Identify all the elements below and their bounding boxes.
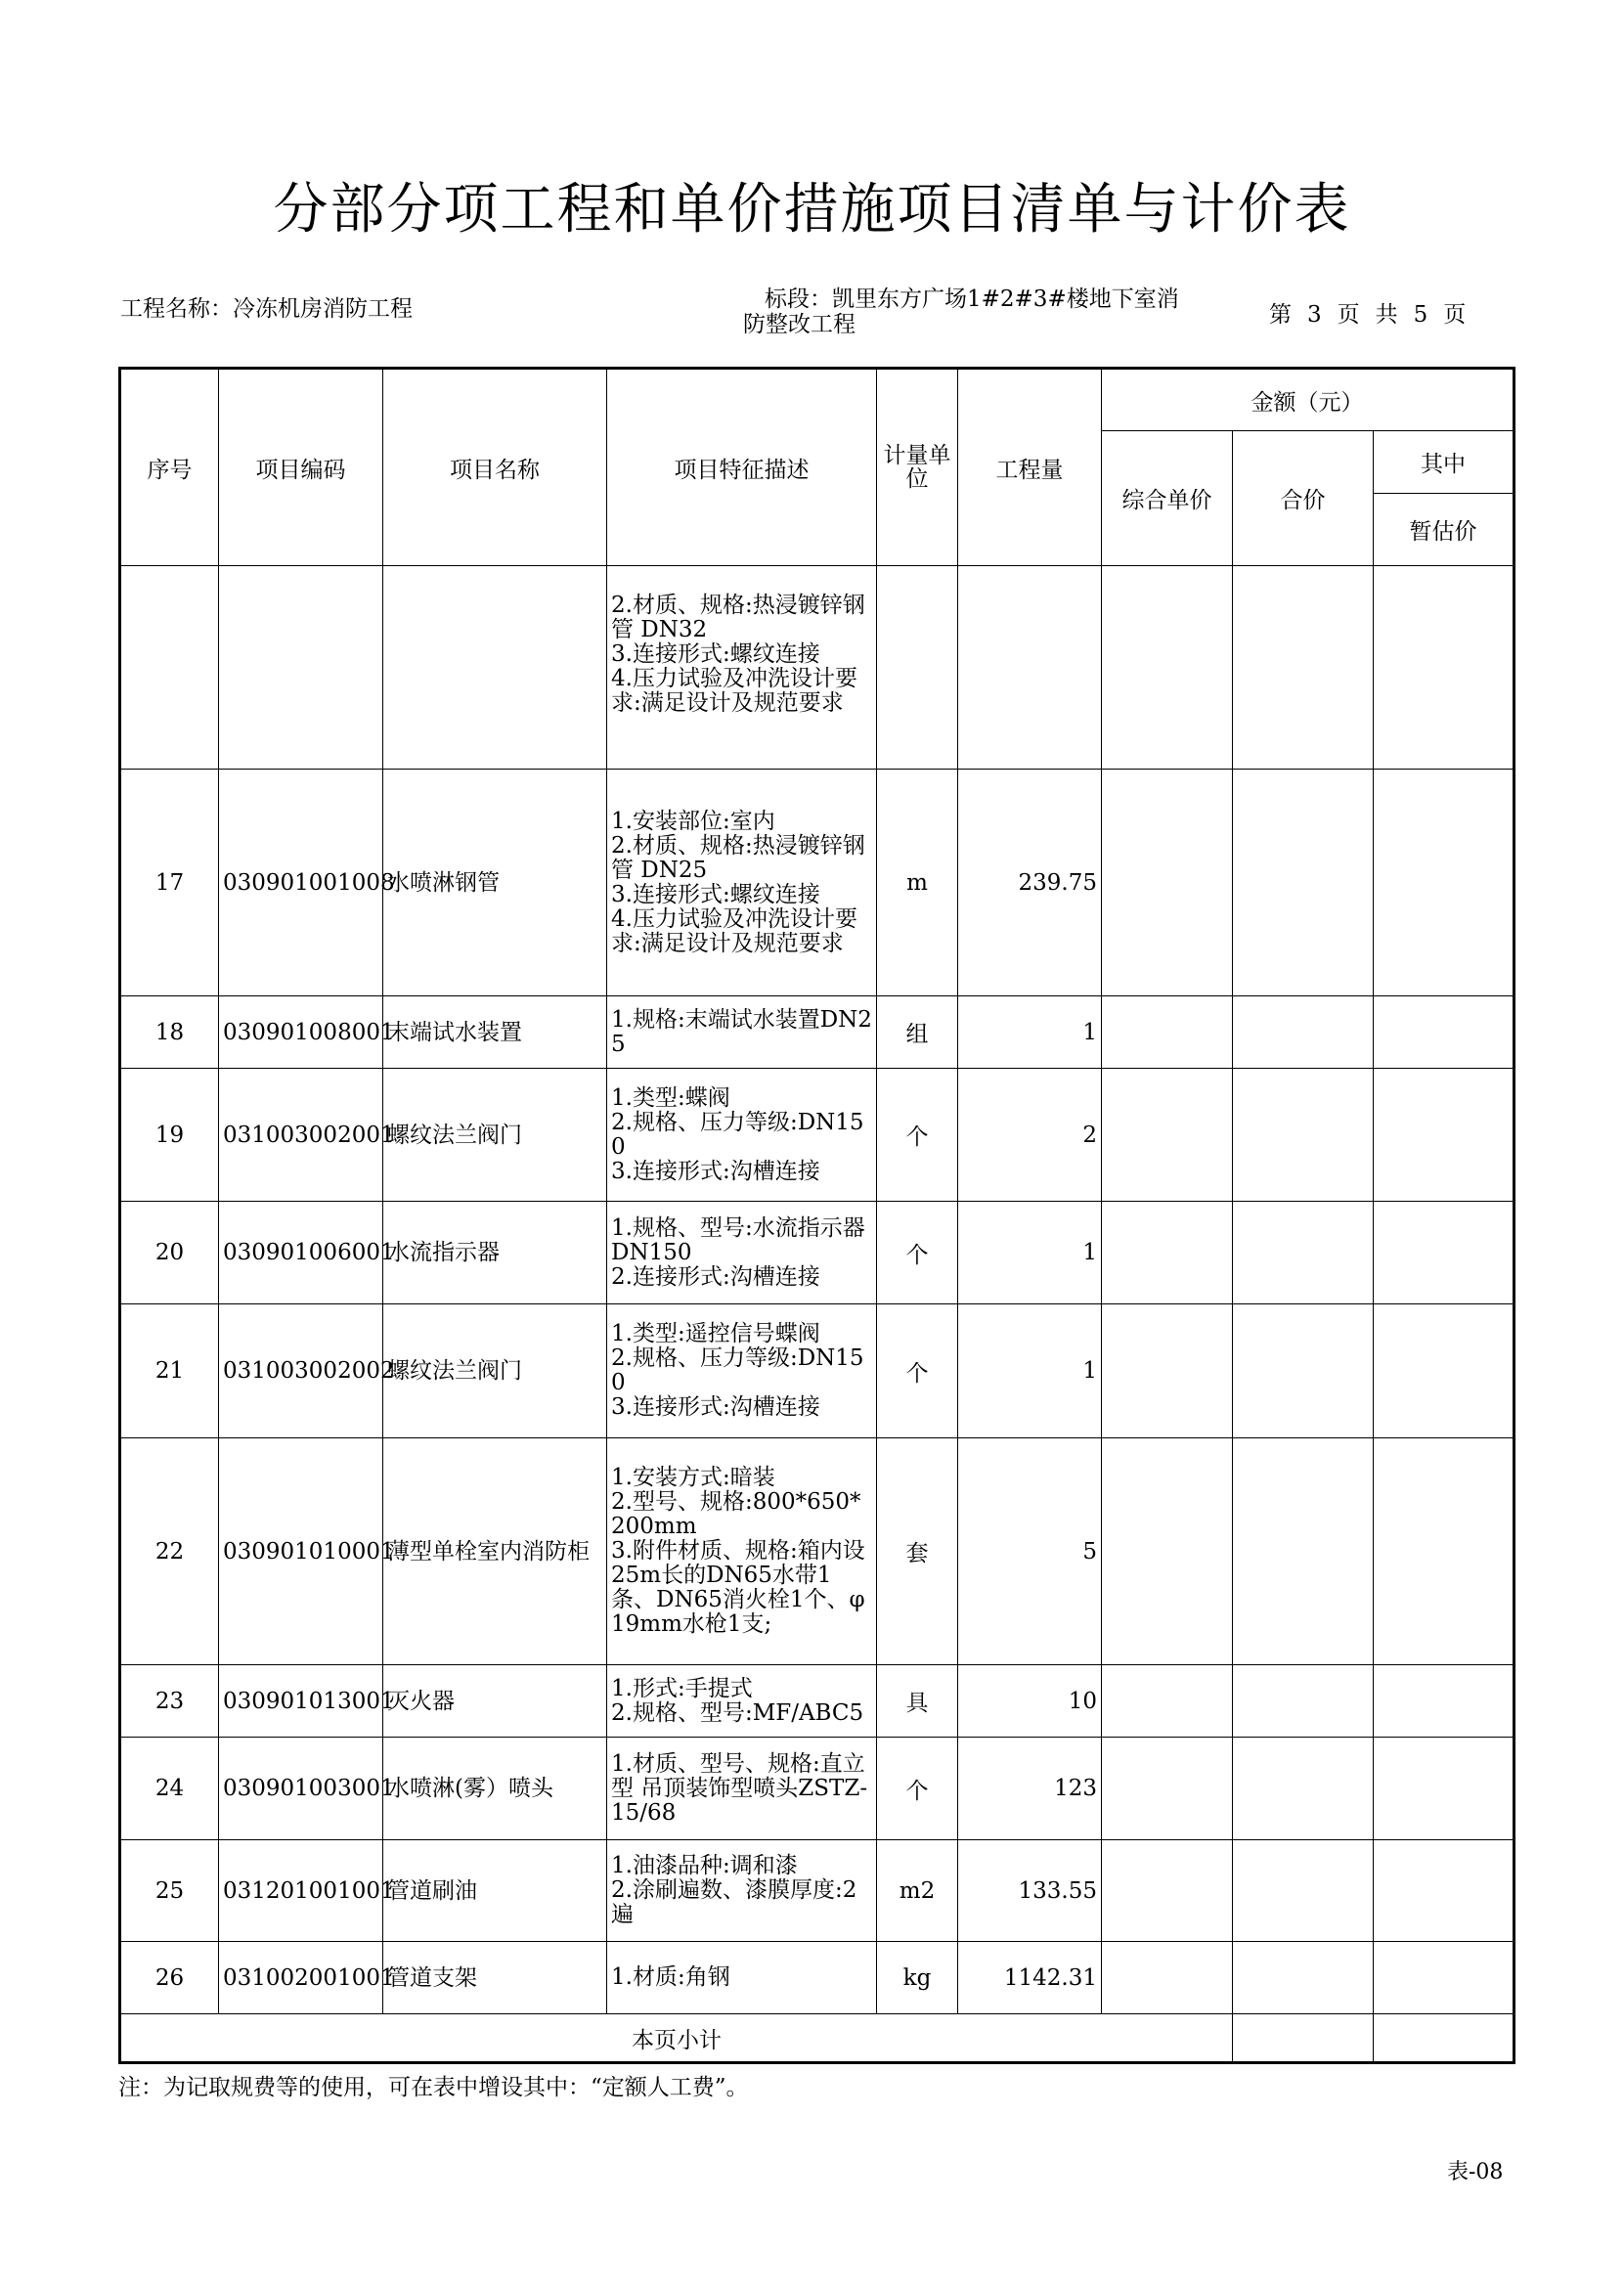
header-provisional: 暂估价: [1374, 494, 1514, 566]
row-unit: 具: [877, 1665, 958, 1738]
footnote: 注：为记取规费等的使用，可在表中增设其中：“定额人工费”。: [118, 2075, 749, 2100]
row-code: 031201001001: [219, 1840, 383, 1942]
header-amount: 金额（元）: [1102, 369, 1514, 431]
row-qty: 123: [958, 1738, 1102, 1840]
header-code: 项目编码: [219, 369, 383, 566]
row-seq: 20: [120, 1202, 219, 1304]
row-seq: 22: [120, 1438, 219, 1665]
header-unit-price: 综合单价: [1102, 431, 1233, 566]
row-unit: 个: [877, 1738, 958, 1840]
header-seq: 序号: [120, 369, 219, 566]
row-unit: m2: [877, 1840, 958, 1942]
row-desc: 1.规格:末端试水装置DN25: [607, 996, 877, 1069]
row-code: 031003002002: [219, 1304, 383, 1438]
page-total: 5: [1413, 302, 1428, 328]
table-row: [120, 1665, 1514, 1738]
row-name: 螺纹法兰阀门: [383, 1069, 607, 1202]
page-total-prefix: 共: [1375, 302, 1398, 328]
table-row: [120, 770, 1514, 996]
row-code: 031002001001: [219, 1942, 383, 2014]
row-seq: 25: [120, 1840, 219, 1942]
row-code: 030901010001: [219, 1438, 383, 1665]
row-seq: 18: [120, 996, 219, 1069]
project-name: 工程名称：冷冻机房消防工程: [120, 296, 413, 322]
row-qty: 1: [958, 1202, 1102, 1304]
row-seq: 23: [120, 1665, 219, 1738]
row-desc: 1.规格、型号:水流指示器 DN150 2.连接形式:沟槽连接: [607, 1202, 877, 1304]
header-row-1: [120, 369, 1514, 431]
row-desc: 1.材质、型号、规格:直立型 吊顶装饰型喷头ZSTZ-15/68: [607, 1738, 877, 1840]
row-seq: 17: [120, 770, 219, 996]
section-line1: 标段：凯里东方广场1#2#3#楼地下室消: [765, 286, 1179, 312]
section-line2: 防整改工程: [743, 312, 856, 337]
row-name: 水流指示器: [383, 1202, 607, 1304]
table-row: [120, 1304, 1514, 1438]
row-qty: 2: [958, 1069, 1102, 1202]
row-unit: 个: [877, 1304, 958, 1438]
row-code: 030901006001: [219, 1202, 383, 1304]
row-unit: 组: [877, 996, 958, 1069]
header-name: 项目名称: [383, 369, 607, 566]
table-row: [120, 1942, 1514, 2014]
row-code: 030901001008: [219, 770, 383, 996]
row-name: 末端试水装置: [383, 996, 607, 1069]
pricing-table: [118, 367, 1515, 2064]
table-row: [120, 566, 1514, 770]
form-number: 表-08: [1447, 2160, 1504, 2184]
row-unit: 个: [877, 1069, 958, 1202]
row-desc: 1.材质:角钢: [607, 1942, 877, 2014]
header-of-which: 其中: [1374, 431, 1514, 494]
page-mid: 页: [1337, 302, 1360, 328]
header-desc: 项目特征描述: [607, 369, 877, 566]
row-desc: 1.类型:遥控信号蝶阀 2.规格、压力等级:DN150 3.连接形式:沟槽连接: [607, 1304, 877, 1438]
page-suffix: 页: [1443, 302, 1467, 328]
row-code: 030901003001: [219, 1738, 383, 1840]
row-qty: 1142.31: [958, 1942, 1102, 2014]
table-row: [120, 1840, 1514, 1942]
header-unit: 计量单位: [877, 369, 958, 566]
row-desc: 1.形式:手提式 2.规格、型号:MF/ABC5: [607, 1665, 877, 1738]
row-name: 薄型单栓室内消防柜: [383, 1438, 607, 1665]
subtotal-label: 本页小计: [120, 2014, 1233, 2063]
row-desc: 1.类型:蝶阀 2.规格、压力等级:DN150 3.连接形式:沟槽连接: [607, 1069, 877, 1202]
row-name: 管道支架: [383, 1942, 607, 2014]
row-qty: 1: [958, 1304, 1102, 1438]
row-code: 030901013001: [219, 1665, 383, 1738]
table-row: [120, 996, 1514, 1069]
row-qty: 133.55: [958, 1840, 1102, 1942]
page-prefix: 第: [1269, 302, 1292, 328]
row-code: 031003002001: [219, 1069, 383, 1202]
row-unit: 个: [877, 1202, 958, 1304]
row-seq: 21: [120, 1304, 219, 1438]
row-name: 螺纹法兰阀门: [383, 1304, 607, 1438]
row-unit: m: [877, 770, 958, 996]
row-desc: 1.安装方式:暗装 2.型号、规格:800*650*200mm 3.附件材质、规格:箱内设25m长的DN65水带1条、DN65消火栓1个、φ19mm水枪1支;: [607, 1438, 877, 1665]
row-qty: 239.75: [958, 770, 1102, 996]
table-row: [120, 1069, 1514, 1202]
subtotal-row: [120, 2014, 1514, 2063]
row-qty: 5: [958, 1438, 1102, 1665]
row-seq: 24: [120, 1738, 219, 1840]
page-title: 分部分项工程和单价措施项目清单与计价表: [273, 178, 1351, 242]
row-name: 水喷淋(雾）喷头: [383, 1738, 607, 1840]
row-seq: 26: [120, 1942, 219, 2014]
row-seq: 19: [120, 1069, 219, 1202]
table-row: [120, 1438, 1514, 1665]
row-qty: 10: [958, 1665, 1102, 1738]
table-row: [120, 1738, 1514, 1840]
row-name: 管道刷油: [383, 1840, 607, 1942]
row-qty: 1: [958, 996, 1102, 1069]
page-indicator: [1261, 296, 1473, 329]
row-desc: 1.安装部位:室内 2.材质、规格:热浸镀锌钢管 DN25 3.连接形式:螺纹连接 4.压力试验及冲洗设计要求:满足设计及规范要求: [607, 770, 877, 996]
header-qty: 工程量: [958, 369, 1102, 566]
continuation-desc: 2.材质、规格:热浸镀锌钢管 DN32 3.连接形式:螺纹连接 4.压力试验及冲洗设计要求:满足设计及规范要求: [607, 566, 877, 770]
row-unit: 套: [877, 1438, 958, 1665]
row-unit: kg: [877, 1942, 958, 2014]
row-name: 水喷淋钢管: [383, 770, 607, 996]
table-row: [120, 1202, 1514, 1304]
row-name: 灭火器: [383, 1665, 607, 1738]
row-desc: 1.油漆品种:调和漆 2.涂刷遍数、漆膜厚度:2遍: [607, 1840, 877, 1942]
page-current: 3: [1307, 302, 1322, 328]
row-code: 030901008001: [219, 996, 383, 1069]
header-total: 合价: [1233, 431, 1374, 566]
